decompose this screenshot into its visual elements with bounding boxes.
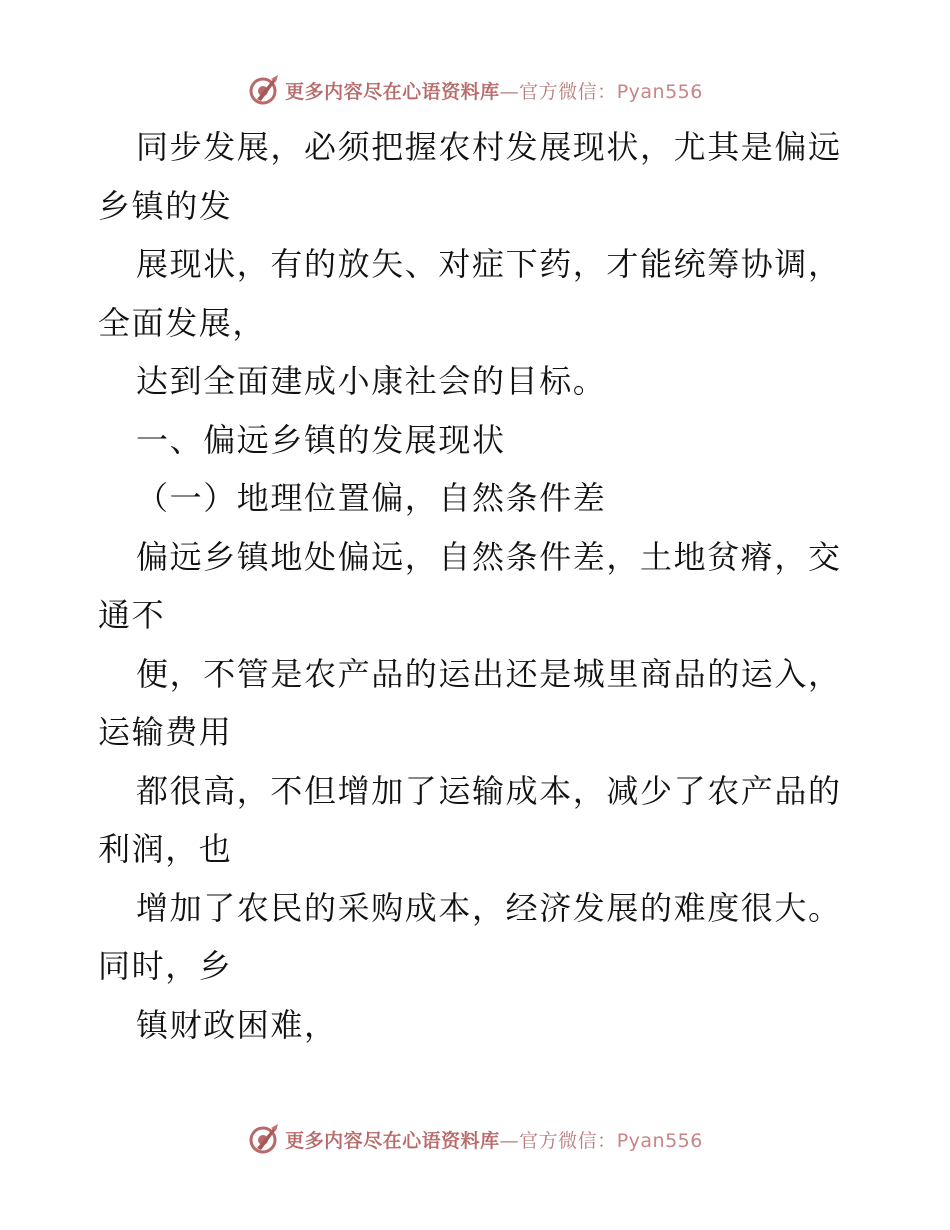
watermark-handle: Pyan556 [616, 80, 703, 103]
watermark-separator: — [499, 1129, 520, 1152]
watermark-handle: Pyan556 [616, 1129, 703, 1152]
text-line: 偏远乡镇地处偏远，自然条件差，土地贫瘠，交 [136, 537, 842, 576]
text-line: 镇财政困难， [136, 1005, 338, 1044]
document-body [98, 118, 858, 1054]
watermark-text [285, 1126, 703, 1153]
footer-watermark [0, 1121, 950, 1157]
watermark-text [285, 77, 703, 104]
watermark-suffix: 官方微信： [519, 1129, 617, 1152]
text-line: 通不 [98, 596, 166, 634]
text-line: 增加了农民的采购成本，经济发展的难度很大。 [136, 888, 842, 927]
quill-logo-icon [247, 73, 281, 107]
watermark-separator: — [499, 80, 520, 103]
text-line: 达到全面建成小康社会的目标。 [136, 362, 607, 400]
text-line: 利润，也 [98, 830, 233, 868]
watermark-suffix: 官方微信： [519, 80, 617, 103]
text-line: 展现状，有的放矢、对症下药，才能统筹协调， [136, 245, 842, 283]
text-line: 一、偏远乡镇的发展现状 [136, 420, 506, 459]
text-line: 便，不管是农产品的运出还是城里商品的运入， [136, 654, 842, 693]
text-line: 同时，乡 [98, 947, 233, 985]
watermark-brand: 更多内容尽在心语资料库 [285, 80, 500, 103]
text-line: 乡镇的发 [98, 186, 233, 225]
text-line: （一）地理位置偏，自然条件差 [136, 479, 607, 517]
header-watermark [0, 72, 950, 108]
text-line: 运输费用 [98, 713, 233, 751]
text-line: 同步发展，必须把握农村发展现状，尤其是偏远 [136, 128, 842, 166]
watermark-brand: 更多内容尽在心语资料库 [285, 1129, 500, 1152]
quill-logo-icon [247, 1122, 281, 1156]
text-line: 全面发展， [98, 303, 267, 342]
text-line: 都很高，不但增加了运输成本，减少了农产品的 [136, 771, 842, 810]
